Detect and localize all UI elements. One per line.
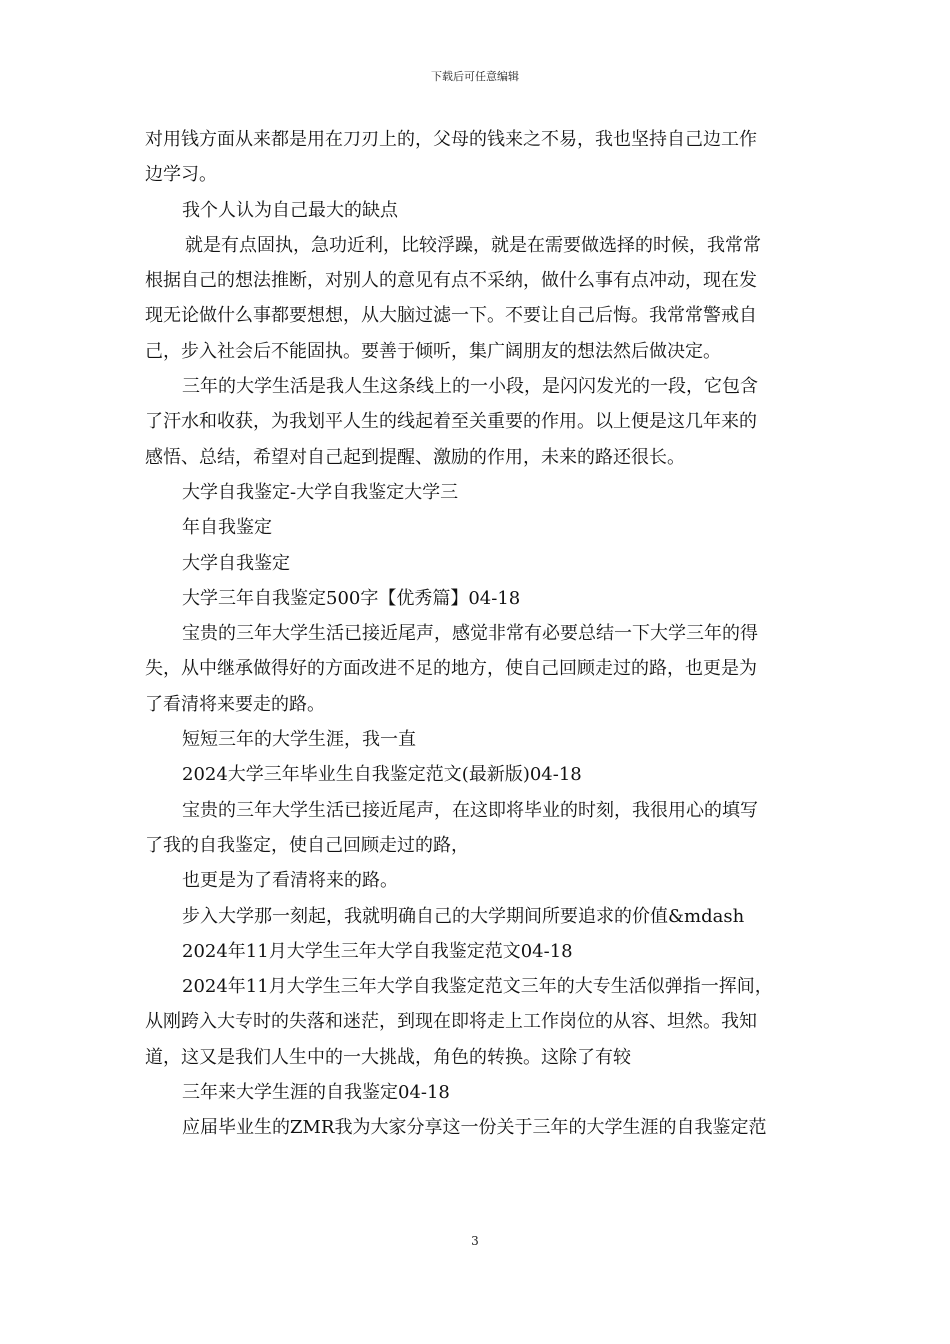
text-line: 现无论做什么事都要想想，从大脑过滤一下。不要让自己后悔。我常常警戒自 (145, 305, 757, 327)
text-line: 短短三年的大学生涯，我一直 (182, 729, 416, 751)
text-line: 2024大学三年毕业生自我鉴定范文(最新版)04-18 (182, 764, 582, 786)
text-line: 也更是为了看清将来的路。 (182, 870, 398, 892)
text-line: 宝贵的三年大学生活已接近尾声，感觉非常有必要总结一下大学三年的得 (182, 623, 758, 645)
text-line: 大学三年自我鉴定500字【优秀篇】04-18 (182, 587, 521, 609)
text-line: 大学自我鉴定-大学自我鉴定大学三 (182, 481, 459, 503)
text-line: 道，这又是我们人生中的一大挑战，角色的转换。这除了有较 (145, 1046, 631, 1068)
text-line: 步入大学那一刻起，我就明确自己的大学期间所要追求的价值&mdash (182, 905, 745, 927)
text-line: 感悟、总结，希望对自己起到提醒、激励的作用，未来的路还很长。 (145, 446, 685, 468)
document-body (145, 122, 810, 1146)
text-line: 2024年11月大学生三年大学自我鉴定范文三年的大专生活似弹指一挥间， (182, 976, 773, 998)
text-line: 大学自我鉴定 (182, 552, 290, 574)
text-line: 三年来大学生涯的自我鉴定04-18 (182, 1082, 450, 1104)
text-line: 根据自己的想法推断，对别人的意见有点不采纳，做什么事有点冲动，现在发 (145, 270, 757, 292)
page-number: 3 (471, 1234, 479, 1248)
text-line: 对用钱方面从来都是用在刀刃上的，父母的钱来之不易，我也坚持自己边工作 (145, 129, 757, 150)
text-line: 我个人认为自己最大的缺点 (182, 199, 398, 221)
text-line: 2024年11月大学生三年大学自我鉴定范文04-18 (182, 940, 573, 962)
text-line: 了看清将来要走的路。 (145, 693, 325, 715)
text-line: 边学习。 (145, 164, 217, 186)
page-header: 下载后可任意编辑 (431, 70, 519, 83)
text-line: 从刚跨入大专时的失落和迷茫，到现在即将走上工作岗位的从容、坦然。我知 (145, 1011, 757, 1033)
text-line: 己，步入社会后不能固执。要善于倾听，集广阔朋友的想法然后做决定。 (145, 340, 721, 362)
text-line: 了我的自我鉴定，使自己回顾走过的路， (145, 834, 469, 856)
text-line: 年自我鉴定 (182, 517, 272, 539)
text-line: 了汗水和收获，为我划平人生的线起着至关重要的作用。以上便是这几年来的 (145, 411, 757, 433)
text-line: 三年的大学生活是我人生这条线上的一小段，是闪闪发光的一段，它包含 (182, 376, 758, 398)
text-line: 宝贵的三年大学生活已接近尾声，在这即将毕业的时刻，我很用心的填写 (182, 799, 758, 821)
text-line: 就是有点固执，急功近利，比较浮躁，就是在需要做选择的时候，我常常 (185, 234, 761, 256)
text-line: 应届毕业生的ZMR我为大家分享这一份关于三年的大学生涯的自我鉴定范 (182, 1117, 767, 1139)
text-line: 失，从中继承做得好的方面改进不足的地方，使自己回顾走过的路，也更是为 (145, 658, 757, 680)
